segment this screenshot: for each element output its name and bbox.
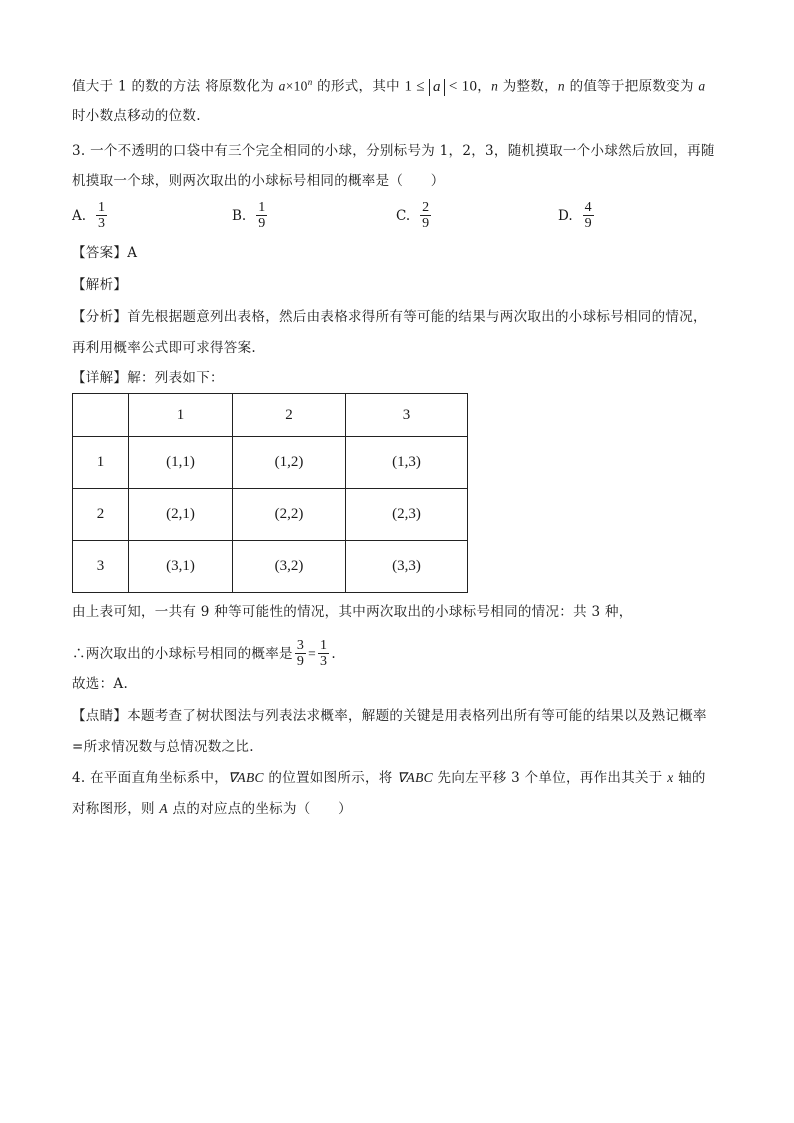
conclusion-line-2 xyxy=(72,638,336,669)
table-cell: 2 xyxy=(73,489,129,541)
option-label: A. xyxy=(72,207,87,224)
option-c xyxy=(396,200,433,231)
text-segment: 轴的 xyxy=(673,770,706,786)
math-var-n: n xyxy=(491,78,499,94)
option-a xyxy=(72,200,109,231)
q4-stem-line-1 xyxy=(72,768,706,788)
math-times: ×10 xyxy=(285,78,308,94)
text-segment: 为整数， xyxy=(498,78,558,95)
text-segment: 的位置如图所示，将 xyxy=(263,770,398,786)
outcome-table xyxy=(72,393,468,593)
option-b xyxy=(232,200,269,231)
text-segment: 的值等于把原数变为 xyxy=(564,78,699,95)
table-header-row xyxy=(73,394,468,437)
fraction xyxy=(318,638,329,669)
table-row xyxy=(73,489,468,541)
fraction-denominator: 9 xyxy=(296,654,305,669)
fraction-numerator: 4 xyxy=(584,200,592,215)
fraction-numerator: 3 xyxy=(296,638,305,653)
analysis-line-2: 再利用概率公式即可求得答案. xyxy=(72,340,256,356)
dianjing-line-2: =所求情况数与总情况数之比. xyxy=(72,739,254,755)
text-segment: ， xyxy=(477,78,492,95)
q4-stem-line-2 xyxy=(72,799,352,819)
abs-a: a xyxy=(429,79,445,96)
option-fraction xyxy=(420,200,431,231)
math-var-a: a xyxy=(698,78,706,94)
q3-stem-line-2: 机摸取一个球，则两次取出的小球标号相同的概率是（ ） xyxy=(72,173,445,189)
text-segment: 先向左平移 3 个单位，再作出其关于 xyxy=(432,770,668,786)
fraction-denominator: 9 xyxy=(584,216,592,231)
table-cell: (1,1) xyxy=(129,437,233,489)
table-cell: (3,2) xyxy=(233,541,346,593)
table-cell: (3,3) xyxy=(346,541,468,593)
fraction-denominator: 9 xyxy=(422,216,430,231)
text-segment: ∴两次取出的小球标号相同的概率是 xyxy=(72,645,293,662)
conclusion-line-1: 由上表可知，一共有 9 种等可能性的情况，其中两次取出的小球标号相同的情况：共 3 种， xyxy=(72,604,633,620)
analysis-heading: 【解析】 xyxy=(72,277,128,293)
text-line-1 xyxy=(72,72,705,97)
table-cell: (2,1) xyxy=(129,489,233,541)
fraction xyxy=(295,638,306,669)
option-label: B. xyxy=(232,207,247,224)
text-segment: 4. 在平面直角坐标系中， xyxy=(72,770,229,786)
math-var-n: n xyxy=(557,78,565,94)
period: . xyxy=(331,645,336,662)
analysis-line-1: 【分析】首先根据题意列出表格，然后由表格求得所有等可能的结果与两次取出的小球标号相同的情况， xyxy=(72,309,707,325)
answer-line: 【答案】A xyxy=(72,245,138,261)
table-cell: 3 xyxy=(73,541,129,593)
table-cell: (1,3) xyxy=(346,437,468,489)
table-cell: (1,2) xyxy=(233,437,346,489)
choose-line: 故选：A. xyxy=(72,676,129,692)
text-segment: 对称图形，则 xyxy=(72,801,160,817)
q3-stem-line-1: 3. 一个不透明的口袋中有三个完全相同的小球，分别标号为 1，2，3，随机摸取一个小球然后放回，再随 xyxy=(72,143,715,159)
table-cell: (2,2) xyxy=(233,489,346,541)
fraction-numerator: 1 xyxy=(320,638,328,653)
ineq-right: < 10 xyxy=(444,78,478,95)
option-label: D. xyxy=(558,207,573,224)
text-line-2: 时小数点移动的位数. xyxy=(72,108,201,124)
table-cell xyxy=(73,394,129,437)
text-segment: 的形式，其中 xyxy=(312,78,405,95)
fraction-denominator: 3 xyxy=(320,654,328,669)
text-segment: 点的对应点的坐标为（ ） xyxy=(167,801,352,817)
option-d xyxy=(558,200,596,231)
table-cell: 2 xyxy=(233,394,346,437)
point-a: A xyxy=(159,801,168,816)
table-row xyxy=(73,437,468,489)
table-cell: 1 xyxy=(129,394,233,437)
table-cell: 3 xyxy=(346,394,468,437)
triangle-abc: ∇ABC xyxy=(397,770,433,785)
text-segment: 值大于 1 的数的方法 将原数化为 xyxy=(72,78,279,95)
ineq-left: 1 ≤ xyxy=(404,78,429,95)
fraction-denominator: 9 xyxy=(258,216,266,231)
math-exponent-n: n xyxy=(307,77,313,87)
option-fraction xyxy=(583,200,594,231)
fraction-numerator: 1 xyxy=(98,200,106,215)
triangle-abc: ∇ABC xyxy=(228,770,264,785)
table-row xyxy=(73,541,468,593)
fraction-numerator: 2 xyxy=(422,200,430,215)
table-cell: (2,3) xyxy=(346,489,468,541)
equals-sign: = xyxy=(308,645,317,661)
dianjing-line-1: 【点睛】本题考查了树状图法与列表法求概率，解题的关键是用表格列出所有等可能的结果以及熟记概率 xyxy=(72,708,707,724)
math-var-a: a xyxy=(278,78,286,94)
option-fraction xyxy=(256,200,267,231)
math-var-x: x xyxy=(667,770,674,785)
option-label: C. xyxy=(396,207,411,224)
fraction-denominator: 3 xyxy=(98,216,106,231)
detail-line: 【详解】解：列表如下： xyxy=(72,370,224,386)
fraction-numerator: 1 xyxy=(258,200,266,215)
option-fraction xyxy=(96,200,107,231)
table-cell: (3,1) xyxy=(129,541,233,593)
table-cell: 1 xyxy=(73,437,129,489)
